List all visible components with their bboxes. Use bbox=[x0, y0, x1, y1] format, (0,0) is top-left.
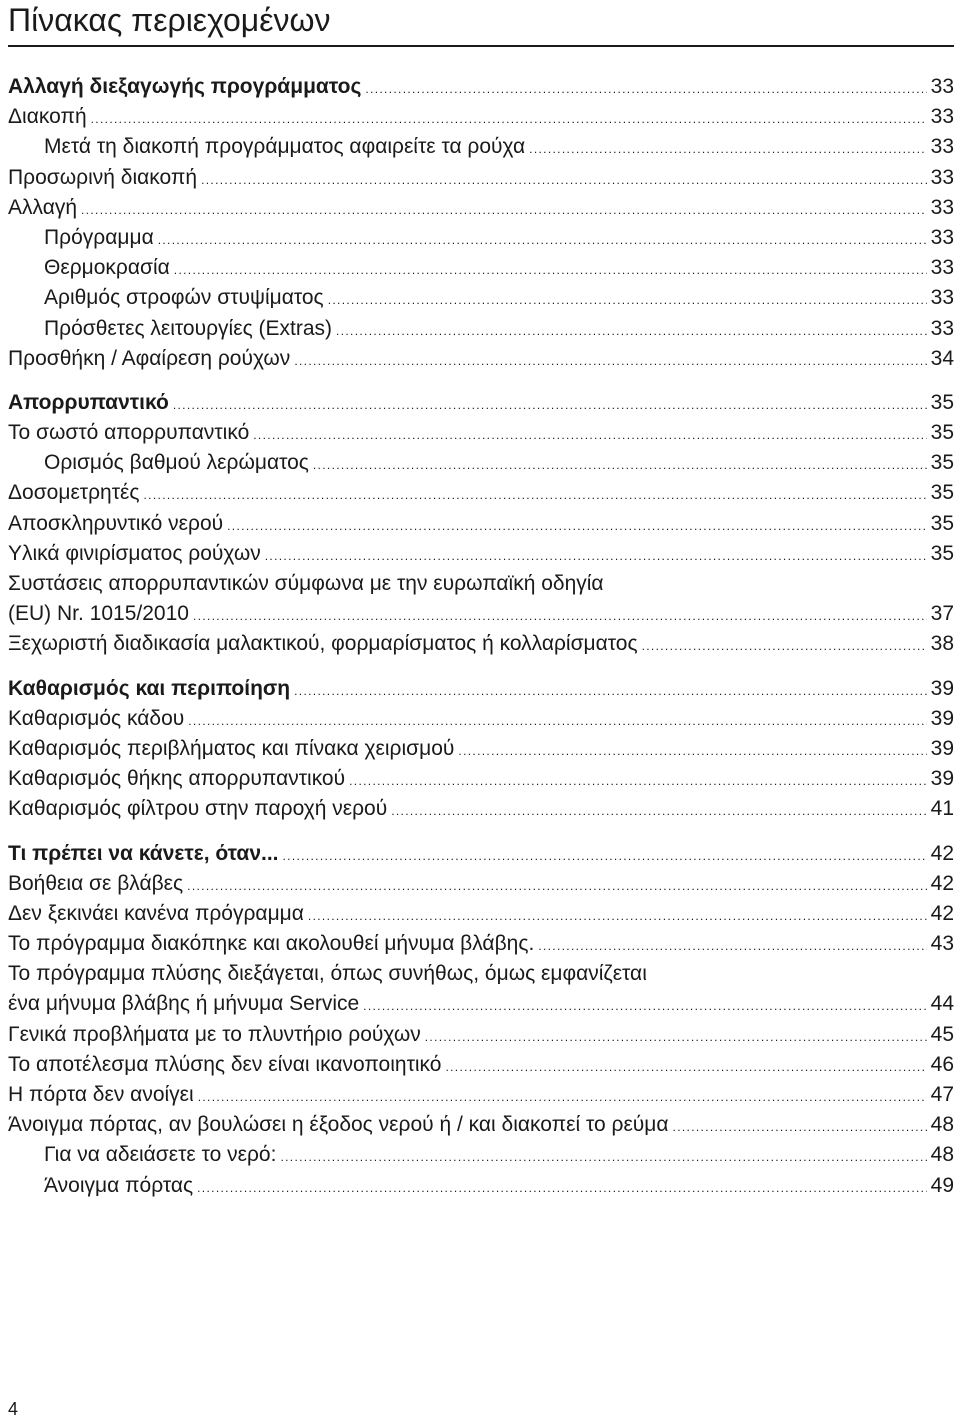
toc-entry-title: Ξεχωριστή διαδικασία μαλακτικού, φορμαρίσματος ή κολλαρίσματος bbox=[8, 632, 638, 656]
toc-entry-title: Το σωστό απορρυπαντικό bbox=[8, 421, 250, 445]
toc-dot-leader bbox=[673, 1110, 927, 1142]
toc-page-number: 45 bbox=[930, 1022, 954, 1046]
toc-page-number: 42 bbox=[930, 871, 954, 895]
page-number: 4 bbox=[8, 1399, 19, 1419]
toc-dot-leader bbox=[81, 193, 927, 225]
toc-entry-title: Το πρόγραμμα διακόπηκε και ακολουθεί μήνυμα βλάβης. bbox=[8, 932, 535, 956]
toc-page-number: 39 bbox=[930, 676, 954, 700]
toc-dot-leader bbox=[336, 314, 927, 346]
toc-page-number: 33 bbox=[930, 165, 954, 189]
toc-dot-leader bbox=[349, 764, 927, 796]
toc-entry[interactable] bbox=[8, 1080, 954, 1110]
toc-dot-leader bbox=[294, 674, 927, 706]
toc-entry-title: Άνοιγμα πόρτας, αν βουλώσει η έξοδος νερού ή / και διακοπεί το ρεύμα bbox=[8, 1113, 669, 1137]
toc-dot-leader bbox=[425, 1020, 927, 1052]
toc-entry-title: Καθαρισμός και περιποίηση bbox=[8, 676, 291, 700]
toc-page-number: 35 bbox=[930, 390, 954, 414]
toc-page-number: 35 bbox=[930, 481, 954, 505]
toc-entry[interactable] bbox=[8, 1020, 954, 1050]
toc-entry[interactable] bbox=[8, 163, 954, 193]
toc-page-number: 33 bbox=[930, 75, 954, 98]
toc-entry[interactable] bbox=[8, 929, 954, 959]
toc-page-number: 34 bbox=[930, 346, 954, 370]
toc-entry-title: Καθαρισμός φίλτρου στην παροχή νερού bbox=[8, 797, 388, 821]
toc-entry[interactable] bbox=[8, 344, 954, 374]
toc-entry[interactable] bbox=[8, 478, 954, 508]
toc-entry[interactable] bbox=[8, 448, 954, 478]
toc-page-number: 42 bbox=[930, 841, 954, 865]
toc-entry[interactable] bbox=[8, 223, 954, 253]
toc-entry-title: (EU) Nr. 1015/2010 bbox=[8, 602, 189, 626]
toc-entry[interactable] bbox=[8, 599, 954, 629]
toc-entry[interactable] bbox=[8, 989, 954, 1019]
toc-entry[interactable] bbox=[8, 132, 954, 162]
toc-entry-title: Πρόσθετες λειτουργίες (Extras) bbox=[44, 316, 333, 340]
toc-entry[interactable] bbox=[8, 629, 954, 659]
toc-entry[interactable] bbox=[8, 388, 954, 418]
toc-page-number: 35 bbox=[930, 511, 954, 535]
toc-entry-title: Καθαρισμός κάδου bbox=[8, 706, 185, 730]
toc-page-number: 47 bbox=[930, 1083, 954, 1106]
toc-dot-leader bbox=[197, 1171, 927, 1203]
toc-dot-leader bbox=[529, 132, 926, 164]
toc-dot-leader bbox=[313, 448, 927, 480]
toc-page-number: 35 bbox=[930, 541, 954, 565]
toc-dot-leader bbox=[365, 72, 926, 104]
toc-entry[interactable] bbox=[8, 539, 954, 569]
toc-page-number: 35 bbox=[930, 451, 954, 475]
toc-dot-leader bbox=[158, 223, 927, 255]
toc-entry[interactable] bbox=[8, 314, 954, 344]
toc-entry-title: Τι πρέπει να κάνετε, όταν... bbox=[8, 841, 279, 865]
toc-entry[interactable] bbox=[8, 1140, 954, 1170]
toc-page-number: 33 bbox=[930, 286, 954, 310]
table-of-contents bbox=[8, 72, 954, 1201]
toc-entry-title: Το αποτέλεσμα πλύσης δεν είναι ικανοποιητικό bbox=[8, 1052, 442, 1076]
toc-page-number: 44 bbox=[930, 992, 954, 1016]
toc-page-number: 38 bbox=[930, 632, 954, 656]
toc-page-number: 35 bbox=[930, 421, 954, 445]
toc-entry-title: Αλλαγή bbox=[8, 195, 78, 219]
toc-page-number: 33 bbox=[930, 225, 954, 249]
toc-dot-leader bbox=[391, 794, 926, 826]
toc-entry-title: Για να αδειάσετε το νερό: bbox=[44, 1143, 277, 1167]
toc-entry[interactable] bbox=[8, 704, 954, 734]
toc-entry-title: Προσωρινή διακοπή bbox=[8, 165, 198, 189]
toc-entry[interactable] bbox=[8, 569, 954, 599]
toc-entry[interactable] bbox=[8, 193, 954, 223]
toc-page-number: 39 bbox=[930, 706, 954, 730]
toc-page-number: 41 bbox=[930, 797, 954, 821]
toc-entry-title: ένα μήνυμα βλάβης ή μήνυμα Service bbox=[8, 992, 360, 1016]
toc-dot-leader bbox=[283, 839, 927, 871]
toc-entry[interactable] bbox=[8, 794, 954, 824]
toc-page-number: 33 bbox=[930, 135, 954, 159]
toc-entry-title: Η πόρτα δεν ανοίγει bbox=[8, 1083, 194, 1106]
toc-dot-leader bbox=[198, 1080, 927, 1112]
toc-entry[interactable] bbox=[8, 418, 954, 448]
page-title: Πίνακας περιεχομένων bbox=[8, 2, 331, 38]
toc-entry-title: Γενικά προβλήματα με το πλυντήριο ρούχων bbox=[8, 1022, 421, 1046]
toc-dot-leader bbox=[445, 1050, 926, 1082]
toc-dot-leader bbox=[328, 283, 927, 315]
toc-entry-title: Καθαρισμός περιβλήματος και πίνακα χειρισμού bbox=[8, 736, 455, 760]
toc-entry[interactable] bbox=[8, 959, 954, 989]
toc-dot-leader bbox=[308, 899, 927, 931]
toc-entry[interactable] bbox=[8, 1171, 954, 1201]
toc-dot-leader bbox=[193, 599, 927, 631]
toc-entry[interactable] bbox=[8, 253, 954, 283]
toc-entry-title: Βοήθεια σε βλάβες bbox=[8, 871, 184, 895]
toc-entry[interactable] bbox=[8, 1050, 954, 1080]
toc-entry-title: Διακοπή bbox=[8, 105, 87, 129]
toc-page-number: 48 bbox=[930, 1143, 954, 1167]
toc-entry-title: Υλικά φινιρίσματος ρούχων bbox=[8, 541, 261, 565]
toc-entry-title: Απορρυπαντικό bbox=[8, 390, 169, 414]
toc-page-number: 42 bbox=[930, 901, 954, 925]
toc-dot-leader bbox=[458, 734, 926, 766]
title-divider bbox=[8, 45, 954, 47]
toc-page-number: 46 bbox=[930, 1052, 954, 1076]
toc-entry-title: Δοσομετρητές bbox=[8, 481, 140, 505]
toc-entry[interactable] bbox=[8, 839, 954, 869]
toc-entry-title: Δεν ξεκινάει κανένα πρόγραμμα bbox=[8, 901, 304, 925]
toc-entry[interactable] bbox=[8, 283, 954, 313]
toc-page-number: 43 bbox=[930, 932, 954, 956]
toc-dot-leader bbox=[187, 869, 926, 901]
toc-dot-leader bbox=[363, 989, 926, 1021]
toc-dot-leader bbox=[201, 163, 927, 195]
toc-dot-leader bbox=[227, 509, 927, 541]
toc-page-number: 33 bbox=[930, 256, 954, 280]
toc-dot-leader bbox=[265, 539, 927, 571]
toc-entry[interactable] bbox=[8, 509, 954, 539]
toc-dot-leader bbox=[642, 629, 927, 661]
toc-dot-leader bbox=[91, 102, 927, 134]
toc-page-number: 33 bbox=[930, 105, 954, 129]
toc-dot-leader bbox=[253, 418, 926, 450]
toc-entry-title: Συστάσεις απορρυπαντικών σύμφωνα με την ευρωπαϊκή οδηγία bbox=[8, 572, 604, 595]
toc-entry[interactable] bbox=[8, 102, 954, 132]
toc-entry-title: Πρόγραμμα bbox=[44, 225, 154, 249]
toc-page-number: 33 bbox=[930, 195, 954, 219]
toc-entry-title: Το πρόγραμμα πλύσης διεξάγεται, όπως συνήθως, όμως εμφανίζεται bbox=[8, 962, 647, 986]
toc-dot-leader bbox=[294, 344, 926, 376]
toc-page-number: 48 bbox=[930, 1113, 954, 1137]
toc-entry-title: Μετά τη διακοπή προγράμματος αφαιρείτε τα ρούχα bbox=[44, 135, 526, 159]
toc-entry-title: Άνοιγμα πόρτας bbox=[44, 1173, 194, 1197]
toc-entry-title: Θερμοκρασία bbox=[44, 256, 170, 280]
toc-page-number: 33 bbox=[930, 316, 954, 340]
toc-entry-title: Αποσκληρυντικό νερού bbox=[8, 511, 224, 535]
toc-page-number: 49 bbox=[930, 1173, 954, 1197]
toc-page-number: 39 bbox=[930, 767, 954, 791]
toc-dot-leader bbox=[144, 478, 927, 510]
toc-entry[interactable] bbox=[8, 899, 954, 929]
toc-entry[interactable] bbox=[8, 764, 954, 794]
toc-page-number: 37 bbox=[930, 602, 954, 626]
toc-dot-leader bbox=[188, 704, 926, 736]
toc-entry[interactable] bbox=[8, 674, 954, 704]
toc-entry-title: Ορισμός βαθμού λερώματος bbox=[44, 451, 309, 475]
toc-entry-title: Προσθήκη / Αφαίρεση ρούχων bbox=[8, 346, 291, 370]
toc-page-number: 39 bbox=[930, 736, 954, 760]
toc-entry-title: Αριθμός στροφών στυψίματος bbox=[44, 286, 324, 310]
toc-entry-title: Καθαρισμός θήκης απορρυπαντικού bbox=[8, 767, 346, 791]
toc-dot-leader bbox=[173, 388, 927, 420]
toc-dot-leader bbox=[280, 1140, 926, 1172]
toc-dot-leader bbox=[538, 929, 926, 961]
toc-dot-leader bbox=[174, 253, 927, 285]
toc-entry[interactable] bbox=[8, 1110, 954, 1140]
toc-entry[interactable] bbox=[8, 72, 954, 102]
toc-entry[interactable] bbox=[8, 869, 954, 899]
toc-entry-title: Αλλαγή διεξαγωγής προγράμματος bbox=[8, 75, 362, 98]
toc-entry[interactable] bbox=[8, 734, 954, 764]
